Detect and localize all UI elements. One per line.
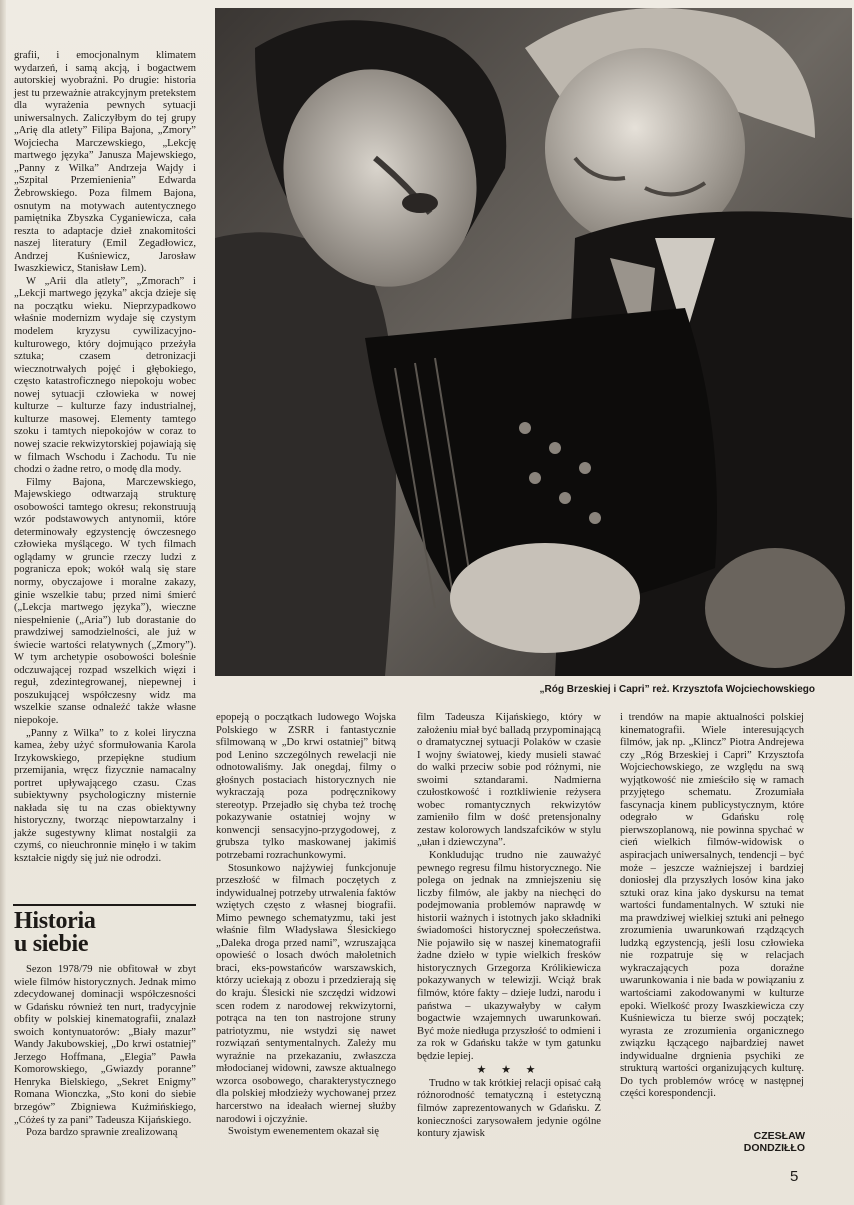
paragraph: grafii, i emocjonalnym klimatem wydarzeń, i samą akcją, i bogactwem autorskiej wyobraźni. Po drugie: historia jest tu przeważnie atrakcyjnym pretekstem dla wyrażenia pewnych sytuacji uniwersalnych. Zaliczyłbym do tej grupy „Arię dla atlety” Filipa Bajona, „Zmory” Wojciecha Marczewskiego, „Lekcję martwego języka” Janusza Majewskiego, „Panny z Wilka” Andrzeja Wajdy i „Szpital Przemienienia” Edwarda Żebrowskiego. Poza filmem Bajona, osnutym na motywach autentycznego pamiętnika Zbyszka Cyganiewicza, cała reszta to adaptacje dzieł znakomitości naszej literatury (Emil Zegadłowicz, Andrzej Kuśniewicz, Jarosław Iwaszkiewicz, Stanisław Lem). <box>14 50 196 275</box>
paragraph: epopeją o początkach ludowego Wojska Polskiego w ZSRR i fantastycznie sfilmowaną w „Do krwi ostatniej” bitwą pod Lenino szczególnych rewelacji nie odnotowaliśmy. Jak onegdaj, filmy o głośnych postaciach historycznych nie wykraczają poza podręcznikowy stereotyp. Przejadło się chyba też trochę pokazywanie ostatniej wojny w konwencji sensacyjno-przygodowej, z grubsza tylko maskowanej jakimiś potrzebami rozrachunkowymi. <box>216 712 396 862</box>
paragraph: i trendów na mapie aktualności polskiej kinematografii. Wiele interesujących filmów, jak np. „Klincz” Piotra Andrejewa czy „Róg Brzeskiej i Capri” Krzysztofa Wojciechowskiego, ze względu na swą wyjątkowość nie zmieściło się w ramach przyjętego schematu. Zrozumiała fascynacja kinem publicystycznym, które odegrało w Gdańsku rolę pierwszoplanową, nie powinna spychać w cień wielkich filmów-widowisk o aspiracjach uniwersalnych, tendencji – być może – jeszcze ważniejszej i bardziej doniosłej dla przyszłych losów kina jako sztuki oraz kina jako dyskursu na temat wartości fundamentalnych. W sztuki nie ma prawdziwej wielkiej sztuki ani pełnego zrozumienia uwarunkowań rządzących ludzką egzystencją, jeśli losu człowieka nie rozpatruje się w relacjach wykraczających poza doraźne uwarunkowania i nie bada w powiązaniu z wartościami zakodowanymi w kulturze epoki. Wielkość prozy Iwaszkiewicza czy Kuśniewicza tu bierze swój początek; wyrasta ze zrozumienia organicznego związku łączącego najbardziej nawet indywidualne drgnienia psychiki ze strukturą wartości organizujących kulturę. Do tych problemów wrócę w następnej części korespondencji. <box>620 712 804 1100</box>
film-still-photo <box>215 8 852 676</box>
section-rule <box>13 904 196 906</box>
page-edge-shadow <box>0 0 6 1205</box>
paragraph: film Tadeusza Kijańskiego, który w założeniu miał być balladą przypominającą o dramatycznej sytuacji Polaków w czasie I wojny światowej, kiedy musieli stawać do walki przeciw sobie pod różnymi, nie swoimi sztandarami. Nadmierna czułostkowość i roztkliwienie reżysera wobec romantycznych rekwizytów zamieniło film w dość pretensjonalny zestaw kolorowych landszafcików w stylu „ułan i dziewczyna”. <box>417 712 601 849</box>
author-byline <box>720 1130 805 1154</box>
column-2-text <box>417 712 601 1141</box>
paragraph: Konkludując trudno nie zauważyć pewnego regresu filmu historycznego. Nie polega on jednak na zmniejszeniu się liczby filmów, ale jakby na niechęci do podejmowania problemów naprawdę w historii ważnych i istotnych jako składniki świadomości historycznej społeczeństwa. Nie pojawiło się w naszej kinematografii żadne dzieło w typie wielkich fresków historycznych Grzegorza Królikiewicza pokazywanych w telewizji. Wciąż brak filmów, które fakty – dzieje ludzi, narodu i państwa – ukazywałyby w całym bogactwie wzajemnych uwarunkowań. Być może niedługa przyszłość to odmieni i za rok w Gdańsku także w tym gatunku będzie lepiej. <box>417 850 601 1062</box>
paragraph: Sezon 1978/79 nie obfitował w zbyt wiele filmów historycznych. Jednak mimo zdecydowanej dominacji współczesności w Gdańsku również ten nurt, tradycyjnie obfity w polskiej kinematografii, znalazł swoich kontynuatorów: „Biały mazur” Wandy Jakubowskiej, „Do krwi ostatniej” Jerzego Hoffmana, „Elegia” Pawła Komorowskiego, „Gwiazdy poranne” Henryka Bielskiego, „Sekret Enigmy” Romana Wionczka, „Sto koni do siebie brzegów” Zbigniewa Kuźmińskiego, „Cóżeś ty za pani” Tadeusza Kijańskiego. <box>14 964 196 1126</box>
photo-illustration <box>215 8 852 676</box>
paragraph: Swoistym ewenementem okazał się <box>228 1126 379 1138</box>
paragraph: Stosunkowo najżywiej funkcjonuje przeszłość w filmach poczętych z indywidualnej potrzeby utrwalenia faktów wziętych często z własnej biografii. Mimo pewnego schematyzmu, taki jest właśnie film Władysława Ślesickiego „Daleka droga przed nami”, wzruszająca opowieść o losach dwóch małoletnich braci, eks-powstańców warszawskich, którzy uciekają z obozu i przedzierają się do kraju. Ślesicki nie szczędzi widzowi scen rodem z narodowej rekwizytorni, potrąca na ten ton nastrojone struny patriotyzmu, nie wstydzi się nawet rozwiązań sentymentalnych. Zależy mu wyraźnie na przekazaniu, zwłaszcza młodocianej widowni, zawsze aktualnego wzorca osobowego, charakterystycznego dla polskiej młodzieży wychowanej przez harcerstwo na ideałach wiernej służby narodowi i ojczyźnie. <box>216 862 396 1125</box>
headline-line: Historia <box>14 908 96 934</box>
left-column-lower-text <box>14 964 196 1140</box>
paragraph: Poza bardzo sprawnie zrealizowaną <box>26 1127 178 1139</box>
author-last-name: DONDZIŁŁO <box>743 1142 805 1154</box>
headline-line: u siebie <box>14 931 89 957</box>
page-number: 5 <box>790 1168 799 1185</box>
section-separator-stars: ★ ★ ★ <box>476 1064 542 1077</box>
author-first-name: CZESŁAW <box>753 1130 805 1142</box>
column-3-text <box>620 712 804 1101</box>
paragraph: „Panny z Wilka” to z kolei liryczna kamea, żeby użyć sformułowania Karola Irzykowskiego, przepiękne studium przemijania, wręcz fizycznie namacalny portret upływającego czasu. Czas subiektywny psychologiczny misternie nakłada się tu na czas obiektywny historyczny, tworząc niepowtarzalny i jakże sugestywny klimat nostalgii za czymś, co nieuchronnie minęło i w takim kształcie nigdy się już nie odrodzi. <box>14 727 196 864</box>
section-headline <box>14 910 196 956</box>
left-column-text <box>14 50 196 866</box>
paragraph: Trudno w tak krótkiej relacji opisać całą różnorodność tematyczną i estetyczną filmów zaprezentowanych w Gdańsku. Z konieczności zarysowałem jedynie ogólne kontury zjawisk <box>417 1077 601 1140</box>
paragraph: Filmy Bajona, Marczewskiego, Majewskiego odtwarzają strukturę osobowości tamtego okresu; rekonstruują wzór podstawowych antynomii, które determinowały egzystencję ówczesnego człowieka myślącego. W tych filmach oglądamy w gruncie rzeczy ludzi z pogranicza epok; wokół walą się stare normy, obyczajowe i moralne zakazy, ginie wszelkie tabu; przed nimi śmierć („Lekcja martwego języka”), wieczne niespełnienie („Aria”) lub dorastanie do prawdziwej samodzielności, ale już w świecie wartości relatywnych („Zmory”). W tym archetypie osobowości boleśnie odczuwającej rozpad wszelkich więzi i reguł, zdezintegrowanej, niepewnej i poszukującej współczesny widz ma wszelkie szanse odnaleźć także własne niepokoje. <box>14 476 196 726</box>
column-1-text <box>216 712 396 1139</box>
photo-caption: „Róg Brzeskiej i Capri” reż. Krzysztofa Wojciechowskiego <box>539 684 815 695</box>
paragraph: W „Arii dla atlety”, „Zmorach” i „Lekcji martwego języka” akcja dzieje się na początku wieku. Nieprzypadkowo właśnie modernizm wydaje się czystym modelem kryzysu cywilizacyjno-kulturowego, który dojmująco przeżyła sztuka; czasem detronizacji wiecznotrwałych pojęć i głębokiego, często katastroficznego niepokoju wobec nowej sytuacji człowieka w nowej kulturze – kulturze fazy industrialnej, kulturze masowej. Elementy tamtego szoku i tamtych niepokojów w coraz to nowej szacie rekwizytorskiej pojawiają się w filmach Wschodu i Zachodu. Tu nie chodzi o żadne retro, o modę dla mody. <box>14 275 196 476</box>
